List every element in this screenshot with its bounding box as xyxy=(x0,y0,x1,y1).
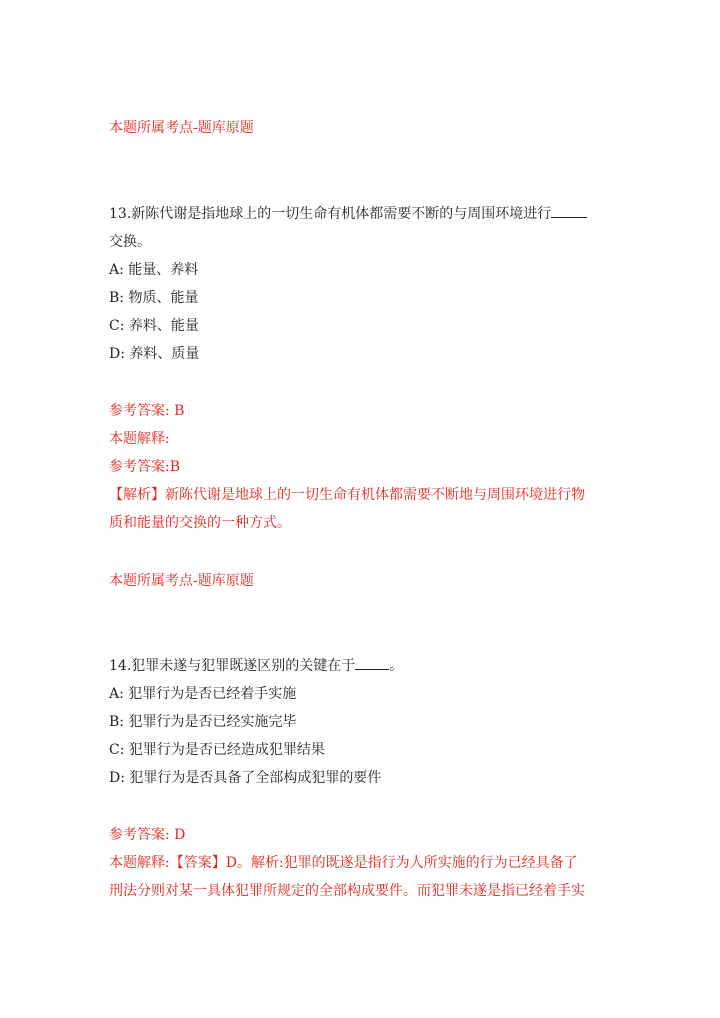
option-c: C: 养料、能量 xyxy=(109,318,199,334)
option-a: A: 犯罪行为是否已经着手实施 xyxy=(109,686,297,702)
question-14-stem-text: 14.犯罪未遂与犯罪既遂区别的关键在于 xyxy=(109,658,356,674)
question-14-stem xyxy=(109,656,403,676)
question-13-stem-continued: 交换。 xyxy=(109,234,151,250)
question-source-label: 本题所属考点-题库原题 xyxy=(109,120,254,136)
analysis-text-line2: 质和能量的交换的一种方式。 xyxy=(109,515,291,531)
option-c: C: 犯罪行为是否已经造成犯罪结果 xyxy=(109,742,325,758)
question-13-stem-text: 13.新陈代谢是指地球上的一切生命有机体都需要不断的与周围环境进行 xyxy=(109,206,552,222)
answer-blank xyxy=(355,656,389,670)
option-d: D: 养料、质量 xyxy=(109,346,200,362)
option-d: D: 犯罪行为是否具备了全部构成犯罪的要件 xyxy=(109,770,382,786)
option-a: A: 能量、养料 xyxy=(109,262,199,278)
reference-answer: 参考答案: B xyxy=(109,403,185,419)
explanation-text-line2: 刑法分则对某一具体犯罪所规定的全部构成要件。而犯罪未遂是指已经着手实 xyxy=(109,883,585,899)
question-source-label: 本题所属考点-题库原题 xyxy=(109,573,254,589)
analysis-text-line1: 【解析】新陈代谢是地球上的一切生命有机体都需要不断地与周围环境进行物 xyxy=(109,487,585,503)
explanation-text-line1: 本题解释:【答案】D。解析:犯罪的既遂是指行为人所实施的行为已经具备了 xyxy=(109,855,578,871)
option-b: B: 犯罪行为是否已经实施完毕 xyxy=(109,714,297,730)
reference-answer: 参考答案: D xyxy=(109,827,186,843)
answer-blank xyxy=(551,204,587,218)
question-14-stem-end: 。 xyxy=(389,658,404,674)
reference-answer-repeat: 参考答案:B xyxy=(109,459,181,475)
explanation-label: 本题解释: xyxy=(109,431,170,447)
question-13-stem xyxy=(109,204,587,224)
option-b: B: 物质、能量 xyxy=(109,290,199,306)
